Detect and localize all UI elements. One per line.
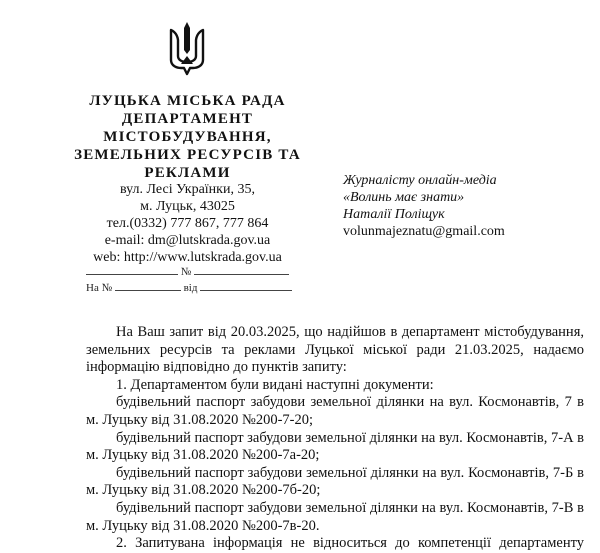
recipient-line: «Волинь має знати» <box>343 190 465 205</box>
recipient-email: volunmajeznatu@gmail.com <box>343 224 505 239</box>
phone-line: тел.(0332) 777 867, 777 864 <box>106 216 269 231</box>
body-paragraph: 2. Запитувана інформація не відноситься до компетенції департаменту <box>116 535 584 552</box>
document-item: будівельний паспорт забудови земельної ділянки на вул. Космонавтів, 7-Б в м. Луцьку від 31.08.2020 №200-7б-20; <box>86 464 584 499</box>
org-name-line: ЗЕМЕЛЬНИХ РЕСУРСІВ ТА <box>74 147 301 163</box>
org-name-line: ЛУЦЬКА МІСЬКА РАДА <box>89 93 286 109</box>
outgoing-reg-line <box>86 264 289 278</box>
reply-from: від <box>183 282 198 294</box>
body-paragraph: На Ваш запит від 20.03.2025, що надійшов в департамент містобудування, земельних ресурсів та реклами Луцької міської ради 21.03.2025, надаємо інформацію відповідно до пунктів запиту: <box>86 324 584 376</box>
reply-prefix: На № <box>86 282 113 294</box>
email-line: e-mail: dm@lutskrada.gov.ua <box>104 233 271 248</box>
document-item: будівельний паспорт забудови земельної ділянки на вул. Космонавтів, 7-А в м. Луцьку від 31.08.2020 №200-7а-20; <box>86 429 585 464</box>
reg-number-sign: № <box>180 266 192 278</box>
web-line: web: http://www.lutskrada.gov.ua <box>93 250 282 265</box>
recipient-line: Журналісту онлайн-медіа <box>343 173 497 188</box>
reply-reg-line <box>86 280 292 294</box>
org-name-line: МІСТОБУДУВАННЯ, <box>103 129 272 145</box>
letter-body <box>86 324 584 553</box>
org-name-line: РЕКЛАМИ <box>144 165 231 181</box>
address-line: м. Луцьк, 43025 <box>140 199 235 214</box>
address-line: вул. Лесі Українки, 35, <box>120 182 255 197</box>
document-item: будівельний паспорт забудови земельної ділянки на вул. Космонавтів, 7 в м. Луцьку від 31.08.2020 №200-7-20; <box>86 394 584 428</box>
document-item: будівельний паспорт забудови земельної ділянки на вул. Космонавтів, 7-В в м. Луцьку від 31.08.2020 №200-7в-20. <box>86 499 584 534</box>
recipient-name: Наталії Поліщук <box>343 207 445 222</box>
trident-emblem-icon <box>167 20 207 76</box>
org-name-line: ДЕПАРТАМЕНТ <box>121 111 254 127</box>
body-paragraph: 1. Департаментом були видані наступні документи: <box>116 376 434 393</box>
